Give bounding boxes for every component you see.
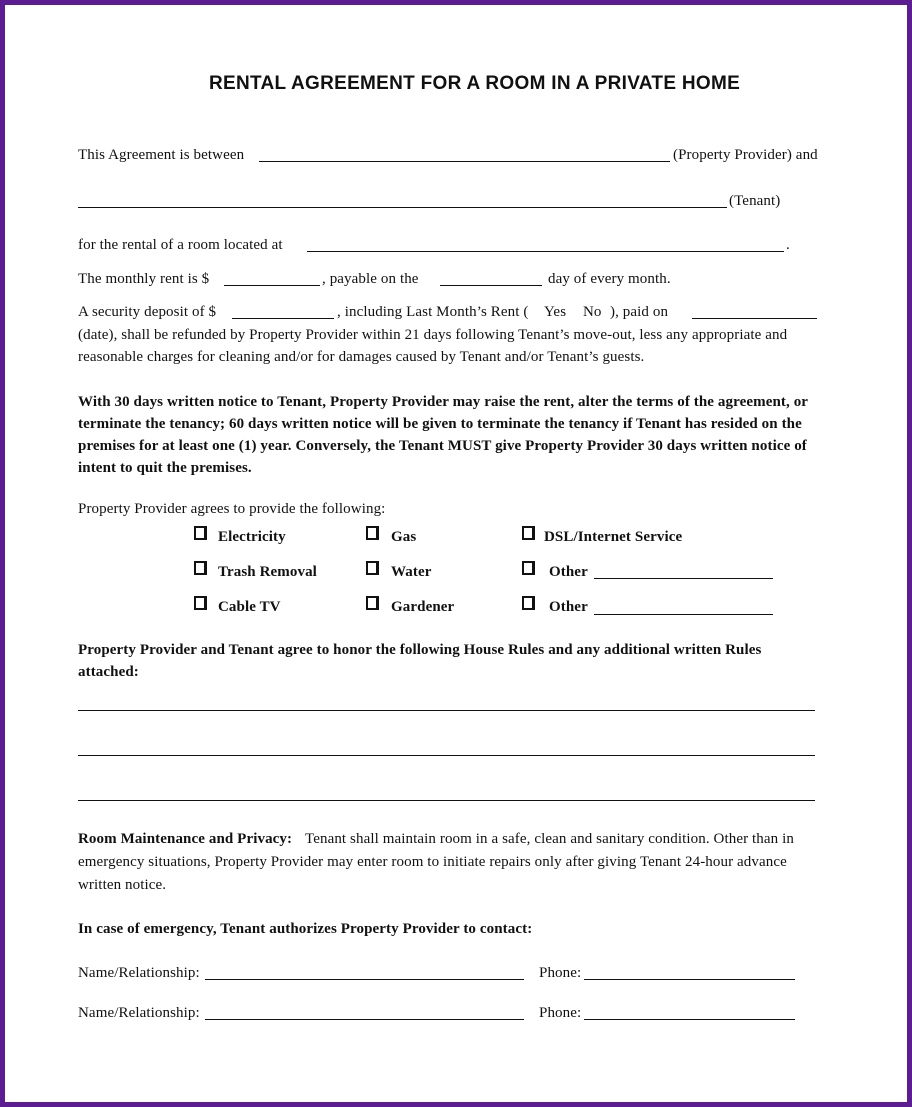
gas-label: Gas xyxy=(391,529,417,545)
cable-tv-label: Cable TV xyxy=(218,599,281,615)
provisions-heading: Property Provider agrees to provide the following: xyxy=(78,501,386,517)
rent-middle: , payable on the xyxy=(322,271,419,287)
rental-location-end: . xyxy=(786,237,790,253)
other-2-label: Other xyxy=(549,599,588,615)
emergency-phone-label-2: Phone: xyxy=(539,1005,582,1021)
deposit-line-3: reasonable charges for cleaning and/or for damages caused by Tenant and/or Tenant’s guests. xyxy=(78,349,645,365)
document-title: RENTAL AGREEMENT FOR A ROOM IN A PRIVATE HOME xyxy=(209,73,741,94)
parties-prefix: This Agreement is between xyxy=(78,147,245,163)
deposit-middle: , including Last Month’s Rent ( xyxy=(337,304,529,320)
dsl-internet-label: DSL/Internet Service xyxy=(544,529,683,545)
water-label: Water xyxy=(391,564,432,580)
emergency-heading: In case of emergency, Tenant authorizes Property Provider to contact: xyxy=(78,921,533,937)
other-1-label: Other xyxy=(549,564,588,580)
rent-prefix: The monthly rent is $ xyxy=(78,271,210,287)
trash-removal-label: Trash Removal xyxy=(218,564,317,580)
rental-location-label: for the rental of a room located at xyxy=(78,237,283,253)
deposit-yes-option[interactable]: Yes xyxy=(544,304,567,320)
notice-line-1: With 30 days written notice to Tenant, Property Provider may raise the rent, alter the terms of the agreement, or xyxy=(78,394,809,410)
emergency-name-label-1: Name/Relationship: xyxy=(78,965,200,981)
deposit-no-option[interactable]: No xyxy=(583,304,602,320)
house-rules-line-2: attached: xyxy=(78,664,139,680)
maintenance-line-3: written notice. xyxy=(78,877,167,893)
deposit-paid-on-label: ), paid on xyxy=(610,304,669,320)
notice-line-3: premises for at least one (1) year. Conversely, the Tenant MUST give Property Provider 30 days written notice of xyxy=(78,438,807,454)
maintenance-line-2: emergency situations, Property Provider may enter room to initiate repairs only after giving Tenant 24-hour advance xyxy=(78,854,787,870)
deposit-prefix: A security deposit of $ xyxy=(78,304,217,320)
deposit-line-2: (date), shall be refunded by Property Provider within 21 days following Tenant’s move-out, less any appropriate and xyxy=(78,327,788,343)
notice-line-2: terminate the tenancy; 60 days written notice will be given to terminate the tenancy if Tenant has resided on the xyxy=(78,416,802,432)
maintenance-heading: Room Maintenance and Privacy: xyxy=(78,831,293,847)
gardener-label: Gardener xyxy=(391,599,455,615)
emergency-name-label-2: Name/Relationship: xyxy=(78,1005,200,1021)
notice-line-4: intent to quit the premises. xyxy=(78,460,252,476)
rent-suffix: day of every month. xyxy=(548,271,671,287)
house-rules-line-1: Property Provider and Tenant agree to honor the following House Rules and any additional written Rules xyxy=(78,642,762,658)
maintenance-line-1: Tenant shall maintain room in a safe, clean and sanitary condition. Other than in xyxy=(305,831,794,847)
emergency-phone-label-1: Phone: xyxy=(539,965,582,981)
tenant-label: (Tenant) xyxy=(729,193,781,209)
property-provider-label: (Property Provider) and xyxy=(673,147,818,163)
electricity-label: Electricity xyxy=(218,529,286,545)
